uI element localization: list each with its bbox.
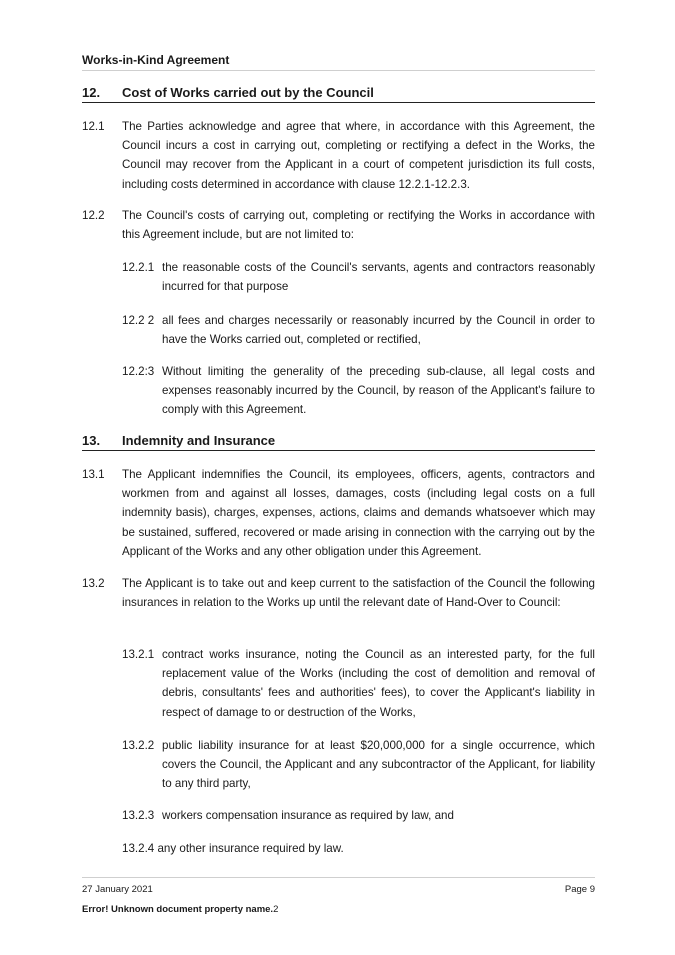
section-heading-12 xyxy=(82,85,595,103)
subclause-number: 12.2:3 xyxy=(122,365,155,378)
clause-text: The Applicant is to take out and keep current to the satisfaction of the Council the following insurances in relation to the Works up until the relevant date of Hand-Over to Council: xyxy=(122,577,595,610)
clause-text: The Council's costs of carrying out, completing or rectifying the Works in accordance with this Agreement include, but are not limited to: xyxy=(122,209,595,242)
section-number: 12. xyxy=(82,85,101,100)
subclause-12-2-1 xyxy=(122,258,595,296)
subclause-text: public liability insurance for at least $20,000,000 for a single occurrence, which covers the Council, the Applicant and any subcontractor of the Applicant, for liability to any third party, xyxy=(162,739,595,791)
subclause-13-2-2 xyxy=(122,736,595,794)
subclause-text: workers compensation insurance as required by law, and xyxy=(162,809,454,822)
section-title: Cost of Works carried out by the Council xyxy=(122,85,374,100)
clause-number: 13.2 xyxy=(82,577,105,590)
clause-12-2 xyxy=(82,206,595,244)
footer-date: 27 January 2021 xyxy=(82,884,153,895)
clause-text: The Applicant indemnifies the Council, its employees, officers, agents, contractors and workmen from and against all losses, damages, costs (including legal costs on a full indemnity basis), charges, expenses, actions, claims and demands whatsoever which may be sustained, suffered, recovered or made arising in connection with the carrying out by the Applicant of the Works and any other obligation under this Agreement. xyxy=(122,468,595,558)
footer-page-number: Page 9 xyxy=(564,884,595,895)
clause-text: The Parties acknowledge and agree that where, in accordance with this Agreement, the Council incurs a cost in carrying out, completing or rectifying a defect in the Works, the Council may recover from the Applicant in a court of competent jurisdiction its full costs, including costs determined in accordance with clause 12.2.1-12.2.3. xyxy=(122,120,595,191)
subclause-text: the reasonable costs of the Council's servants, agents and contractors reasonably incurred for that purpose xyxy=(162,261,595,294)
subclause-text: contract works insurance, noting the Council as an interested party, for the full replacement value of the Works (including the cost of demolition and removal of debris, consultants' fees and authorities' fees), to cover the Applicant's liability in respect of damage to or destruction of the Works, xyxy=(162,648,595,719)
subclause-12-2-3 xyxy=(122,362,595,420)
section-heading-13 xyxy=(82,433,595,451)
subclause-12-2-2 xyxy=(122,311,595,349)
subclause-number: 13.2.3 xyxy=(122,809,155,822)
footer-error-suffix: 2 xyxy=(273,904,279,915)
clause-number: 12.1 xyxy=(82,120,105,133)
section-title: Indemnity and Insurance xyxy=(122,433,276,448)
clause-13-1 xyxy=(82,465,595,561)
subclause-number: 12.2 2 xyxy=(122,314,155,327)
subclause-number: 12.2.1 xyxy=(122,261,155,274)
footer-error-text: Error! Unknown document property name. xyxy=(82,904,274,915)
subclause-13-2-4 xyxy=(122,839,595,858)
subclause-text: all fees and charges necessarily or reasonably incurred by the Council in order to have the Works carried out, completed or rectified, xyxy=(162,314,595,347)
clause-13-2 xyxy=(82,574,595,612)
section-number: 13. xyxy=(82,433,101,448)
footer-property-error xyxy=(82,904,278,915)
clause-number: 13.1 xyxy=(82,468,105,481)
subclause-number: 13.2.1 xyxy=(122,648,155,661)
subclause-number: 13.2.2 xyxy=(122,739,155,752)
subclause-13-2-1 xyxy=(122,645,595,722)
clause-number: 12.2 xyxy=(82,209,105,222)
footer-divider xyxy=(82,877,595,878)
clause-12-1 xyxy=(82,117,595,194)
subclause-text: 13.2.4 any other insurance required by law. xyxy=(122,842,344,855)
document-header-title: Works-in-Kind Agreement xyxy=(82,53,595,71)
subclause-13-2-3 xyxy=(122,806,595,825)
subclause-text: Without limiting the generality of the preceding sub-clause, all legal costs and expenses reasonably incurred by the Council, by reason of the Applicant's failure to comply with this Agreement. xyxy=(162,365,595,417)
